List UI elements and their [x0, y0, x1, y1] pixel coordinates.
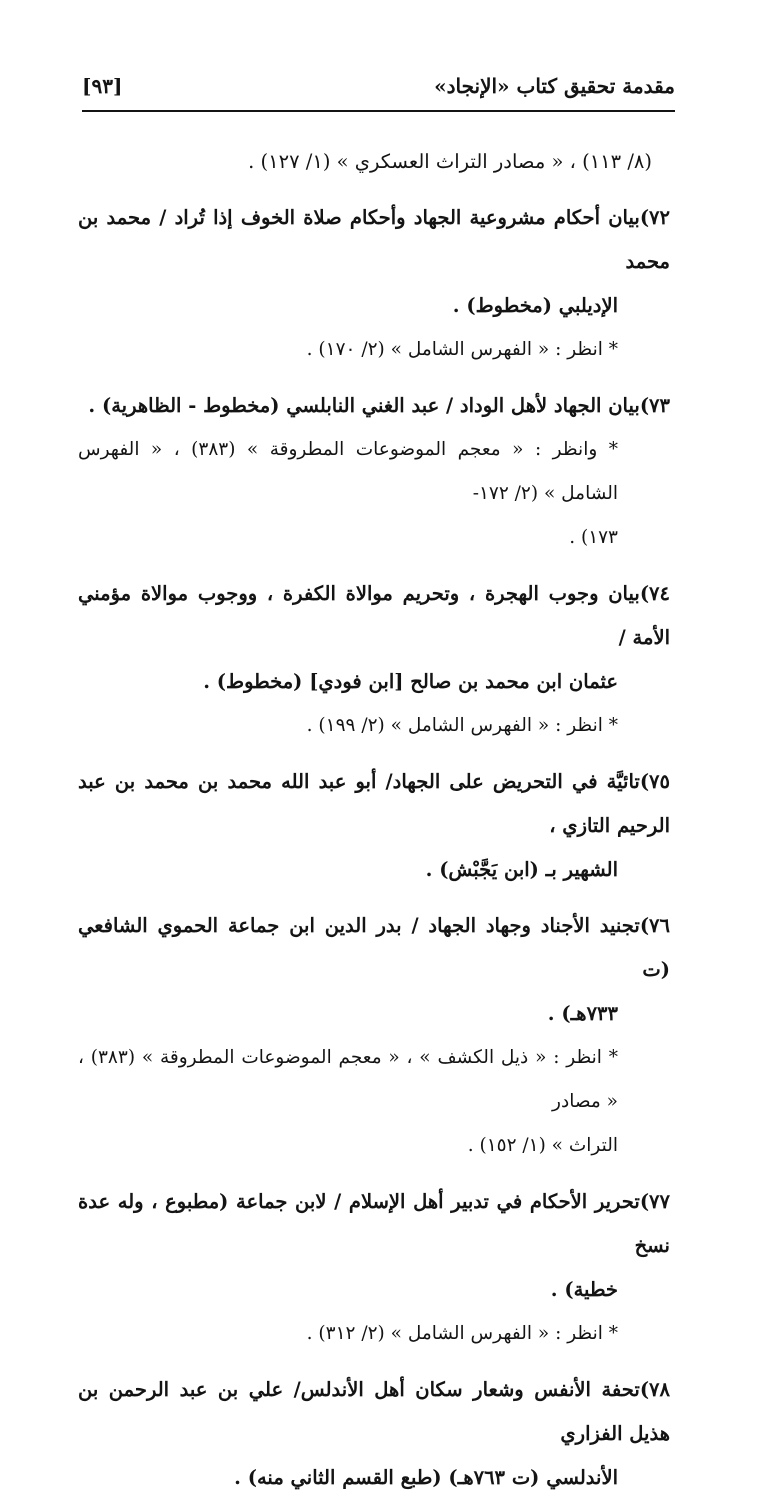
entry-note-line: * انظر : « ذيل الكشف » ، « معجم الموضوعات المطروقة » (٣٨٣) ، « مصادر [78, 1047, 618, 1112]
entry-title-line [78, 904, 670, 992]
header-rule [82, 110, 675, 112]
entries-list [78, 196, 670, 1500]
bibliography-entry [78, 572, 670, 748]
entry-title-text: عثمان ابن محمد بن صالح [ابن فودي] (مخطوط) . [203, 670, 618, 693]
entry-number: ٧٧) [639, 1190, 670, 1213]
entry-note-line: ١٧٣) . [569, 527, 618, 548]
entry-title-text: بيان وجوب الهجرة ، وتحريم موالاة الكفرة ، ووجوب موالاة مؤمني الأمة / [78, 582, 670, 649]
entry-number: ٧٨) [639, 1378, 670, 1401]
entry-title-line [78, 1268, 670, 1312]
entry-title-line [78, 760, 670, 848]
entry-number: ٧٤) [639, 582, 670, 605]
entry-title-line [78, 1368, 670, 1456]
entry-title-text: تجنيد الأجناد وجهاد الجهاد / بدر الدين ابن جماعة الحموي الشافعي (ت [78, 914, 670, 981]
entry-title-line [78, 572, 670, 660]
entry-title-text: تحفة الأنفس وشعار سكان أهل الأندلس/ علي بن عبد الرحمن بن هذيل الفزاري [78, 1378, 670, 1445]
entry-title-text: بيان الجهاد لأهل الوداد / عبد الغني النابلسي (مخطوط - الظاهرية) . [88, 394, 640, 417]
entry-note-line: * انظر : « الفهرس الشامل » (٢/ ٣١٢) . [306, 1323, 618, 1344]
entry-title-line [78, 1456, 670, 1500]
entry-title-line [78, 1180, 670, 1268]
entry-title-text: تائيَّة في التحريض على الجهاد/ أبو عبد الله محمد بن محمد بن عبد الرحيم التازي ، [78, 770, 670, 837]
entry-number: ٧٦) [639, 914, 670, 937]
entry-number: ٧٥) [639, 770, 670, 793]
entry-title-text: ٧٣٣هـ) . [547, 1002, 618, 1025]
bibliography-entry [78, 1368, 670, 1500]
entry-note-line: * انظر : « الفهرس الشامل » (٢/ ١٧٠) . [306, 339, 618, 360]
entry-title-line [78, 284, 670, 328]
entry-title-line [78, 384, 670, 428]
page-body [78, 140, 670, 1512]
bibliography-entry [78, 384, 670, 560]
bibliography-entry [78, 1180, 670, 1356]
entry-title-line [78, 196, 670, 284]
page-header [82, 72, 675, 108]
entry-title-line [78, 660, 670, 704]
entry-note-line: التراث » (١/ ١٥٢) . [467, 1135, 618, 1156]
page-number: [٩٣] [82, 74, 123, 98]
entry-title-line [78, 848, 670, 892]
opening-line: (٨/ ١١٣) ، « مصادر التراث العسكري » (١/ ١٢٧) . [248, 150, 652, 173]
entry-title-text: بيان أحكام مشروعية الجهاد وأحكام صلاة الخوف إذا تُراد / محمد بن محمد [78, 206, 670, 273]
entry-title-text: الشهير بـ (ابن يَجَّبْش) . [425, 858, 618, 881]
entry-number: ٧٢) [639, 206, 670, 229]
entry-note-line: * وانظر : « معجم الموضوعات المطروقة » (٣٨٣) ، « الفهرس الشامل » (٢/ ١٧٢- [78, 439, 619, 504]
entry-note-line: * انظر : « الفهرس الشامل » (٢/ ١٩٩) . [306, 715, 618, 736]
entry-title-text: خطية) . [550, 1278, 618, 1301]
entry-title-line [78, 992, 670, 1036]
entry-title-text: الإديلبي (مخطوط) . [452, 294, 618, 317]
bibliography-entry [78, 904, 670, 1168]
bibliography-entry [78, 196, 670, 372]
entry-number: ٧٣) [639, 394, 670, 417]
entry-title-text: تحرير الأحكام في تدبير أهل الإسلام / لابن جماعة (مطبوع ، وله عدة نسخ [78, 1190, 670, 1257]
running-title: مقدمة تحقيق كتاب «الإنجاد» [434, 74, 675, 98]
bibliography-entry [78, 760, 670, 892]
entry-title-text: الأندلسي (ت ٧٦٣هـ) (طبع القسم الثاني منه) . [234, 1466, 618, 1489]
